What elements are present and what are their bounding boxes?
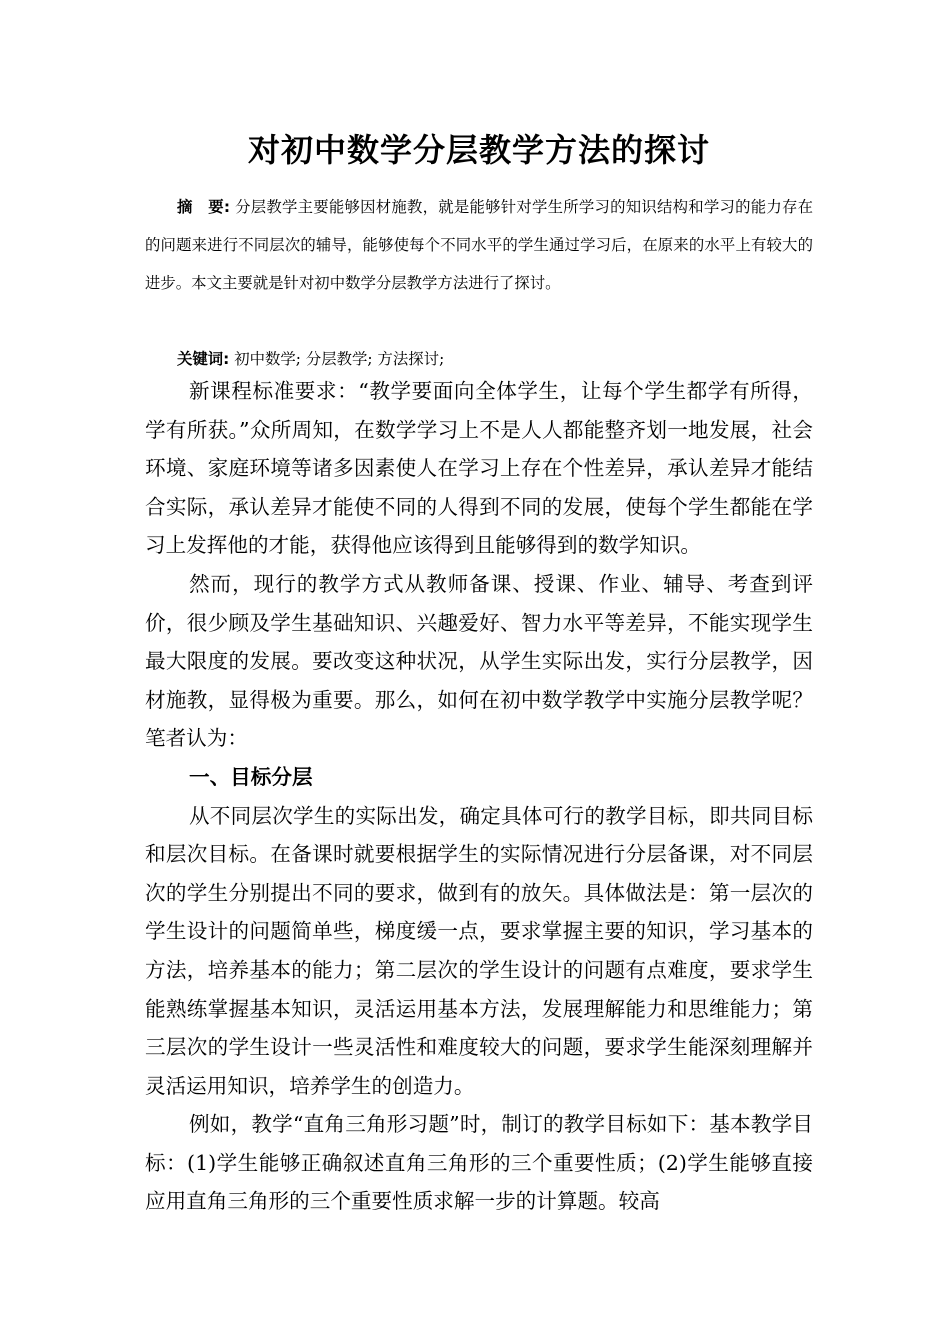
body-paragraph: 例如，教学“直角三角形习题”时，制订的教学目标如下：基本教学目标：(1)学生能够正确叙述直角三角形的三个重要性质；(2)学生能够直接应用直角三角形的三个重要性质求解一步的计算题。较高 [145, 1112, 813, 1214]
abstract-label: 摘 要: [177, 198, 231, 216]
abstract [145, 188, 813, 302]
body-paragraph: 然而，现行的教学方式从教师备课、授课、作业、辅导、考查到评价，很少顾及学生基础知识、兴趣爱好、智力水平等差异，不能实现学生最大限度的发展。要改变这种状况，从学生实际出发，实行分层教学，因材施教，显得极为重要。那么，如何在初中数学教学中实施分层教学呢？笔者认为： [145, 571, 813, 751]
abstract-text: 分层教学主要能够因材施教，就是能够针对学生所学习的知识结构和学习的能力存在的问题来进行不同层次的辅导，能够使每个不同水平的学生通过学习后，在原来的水平上有较大的进步。本文主要就是针对初中数学分层教学方法进行了探讨。 [145, 198, 813, 292]
body-paragraph: 从不同层次学生的实际出发，确定具体可行的教学目标，即共同目标和层次目标。在备课时就要根据学生的实际情况进行分层备课，对不同层次的学生分别提出不同的要求，做到有的放矢。具体做法是：第一层次的学生设计的问题简单些，梯度缓一点，要求掌握主要的知识，学习基本的方法，培养基本的能力；第二层次的学生设计的问题有点难度，要求学生能熟练掌握基本知识，灵活运用基本方法，发展理解能力和思维能力；第三层次的学生设计一些灵活性和难度较大的问题，要求学生能深刻理解并灵活运用知识，培养学生的创造力。 [145, 803, 813, 1098]
body-paragraph: 新课程标准要求：“教学要面向全体学生，让每个学生都学有所得，学有所获。”众所周知，在数学学习上不是人人都能整齐划一地发展，社会环境、家庭环境等诸多因素使人在学习上存在个性差异，承认差异才能结合实际，承认差异才能使不同的人得到不同的发展，使每个学生都能在学习上发挥他的才能，获得他应该得到且能够得到的数学知识。 [145, 379, 813, 558]
document-body [145, 372, 813, 1221]
keywords-text: 初中数学; 分层教学; 方法探讨; [234, 350, 445, 368]
section-heading: 一、目标分层 [189, 764, 313, 789]
document-title: 对初中数学分层教学方法的探讨 [247, 131, 710, 169]
keywords-label: 关键词: [177, 350, 230, 368]
